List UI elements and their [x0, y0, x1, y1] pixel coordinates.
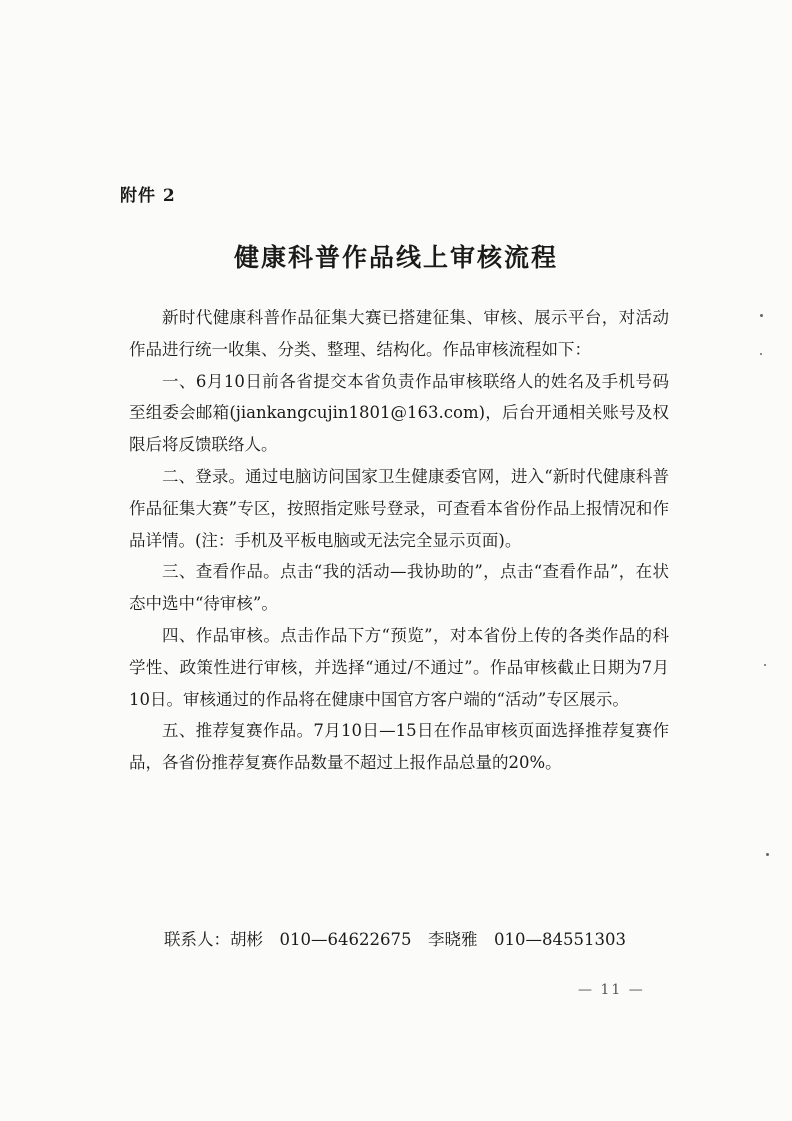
step-1-paragraph: 一、6月10日前各省提交本省负责作品审核联络人的姓名及手机号码至组委会邮箱(jiankangcujin1801@163.com)，后台开通相关账号及权限后将反馈联络人。: [129, 371, 669, 455]
step-4-paragraph: 四、作品审核。点击作品下方“预览”，对本省份上传的各类作品的科学性、政策性进行审核，并选择“通过/不通过”。作品审核截止日期为7月10日。审核通过的作品将在健康中国官方客户端的“活动”专区展示。: [129, 625, 669, 709]
document-body: [129, 302, 669, 779]
scan-speck: [760, 353, 762, 355]
step-3-paragraph: 三、查看作品。点击“我的活动—我协助的”，点击“查看作品”，在状态中选中“待审核”。: [129, 562, 669, 614]
intro-paragraph: 新时代健康科普作品征集大赛已搭建征集、审核、展示平台，对活动作品进行统一收集、分类、整理、结构化。作品审核流程如下：: [129, 308, 669, 359]
scan-speck: [766, 853, 769, 856]
page-number: — 11 —: [578, 982, 645, 998]
document-title: 健康科普作品线上审核流程: [233, 243, 558, 272]
step-2-paragraph: 二、登录。通过电脑访问国家卫生健康委官网，进入“新时代健康科普作品征集大赛”专区，按照指定账号登录，可查看本省份作品上报情况和作品详情。(注：手机及平板电脑或无法完全显示页面)。: [129, 466, 669, 550]
scan-speck: [764, 664, 766, 666]
contact-line: 联系人：胡彬 010—64622675 李晓雅 010—84551303: [164, 930, 626, 949]
scan-speck: [760, 314, 763, 317]
attachment-label: 附件 2: [120, 186, 176, 206]
step-5-paragraph: 五、推荐复赛作品。7月10日—15日在作品审核页面选择推荐复赛作品，各省份推荐复赛作品数量不超过上报作品总量的20%。: [129, 721, 669, 773]
